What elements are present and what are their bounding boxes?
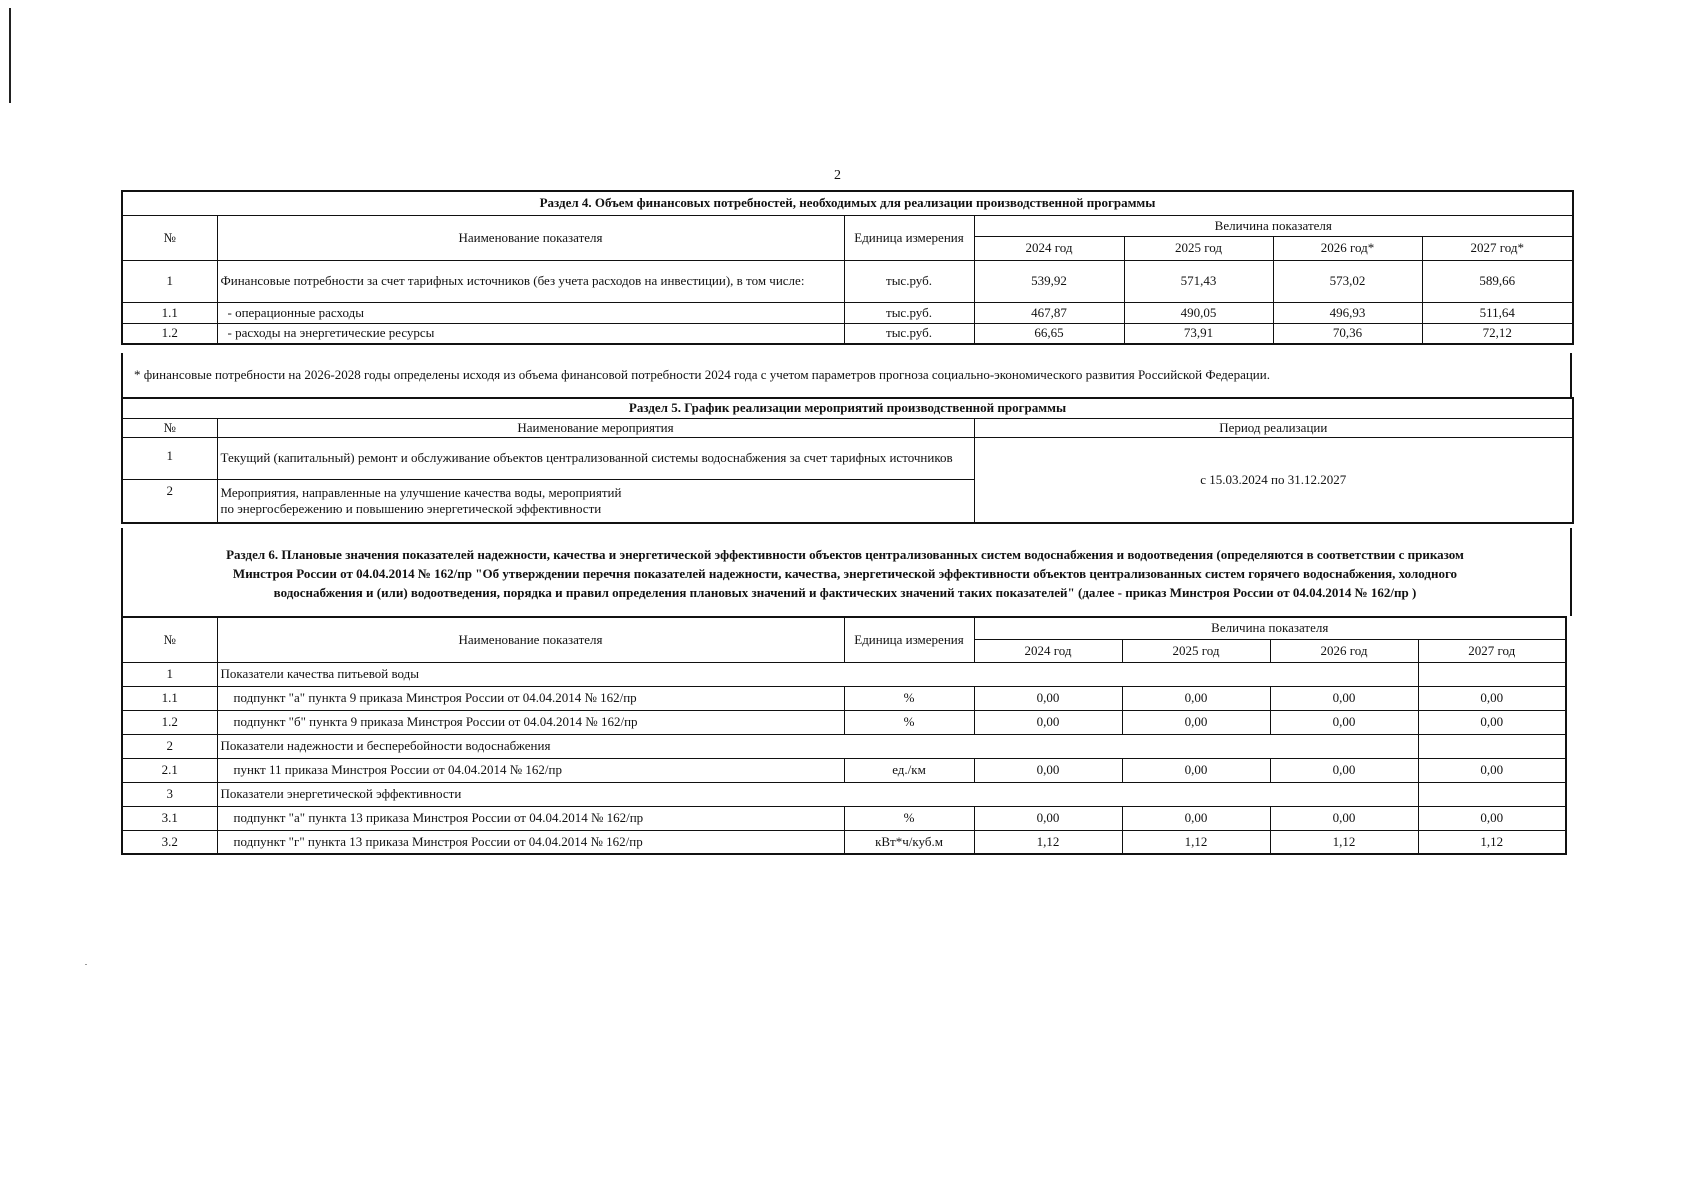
row-value: 0,00 bbox=[1122, 806, 1270, 830]
row-value: 571,43 bbox=[1124, 260, 1273, 302]
row-value: 1,12 bbox=[974, 830, 1122, 854]
row-name: подпункт "а" пункта 13 приказа Минстроя России от 04.04.2014 № 162/пр bbox=[217, 806, 844, 830]
row-no: 2 bbox=[122, 479, 217, 523]
row-unit: тыс.руб. bbox=[844, 260, 974, 302]
row-value: 0,00 bbox=[1122, 758, 1270, 782]
row-no: 1 bbox=[122, 437, 217, 479]
table-row bbox=[122, 323, 1573, 344]
group-row bbox=[122, 782, 1566, 806]
row-name: Финансовые потребности за счет тарифных источников (без учета расходов на инвестиции), в том числе: bbox=[217, 260, 844, 302]
row-value: 0,00 bbox=[1418, 758, 1566, 782]
row-value: 0,00 bbox=[1122, 686, 1270, 710]
row-name: подпункт "а" пункта 9 приказа Минстроя России от 04.04.2014 № 162/пр bbox=[217, 686, 844, 710]
empty-cell bbox=[1418, 734, 1566, 758]
col-header-name: Наименование показателя bbox=[217, 617, 844, 662]
col-header-year: 2026 год bbox=[1270, 639, 1418, 662]
col-header-year: 2024 год bbox=[974, 639, 1122, 662]
row-no: 3.2 bbox=[122, 830, 217, 854]
col-header-year: 2024 год bbox=[974, 236, 1124, 260]
col-header-year: 2025 год bbox=[1124, 236, 1273, 260]
row-no: 1.2 bbox=[122, 323, 217, 344]
col-header-name: Наименование мероприятия bbox=[217, 418, 974, 437]
section6-title-line: водоснабжения и (или) водоотведения, порядка и правил определения плановых значений и фактических значений таких показателей" (далее - приказ Минстроя России от 04.04.2014 № 162/пр ) bbox=[273, 585, 1417, 600]
page-number: 2 bbox=[834, 168, 841, 183]
row-value: 467,87 bbox=[974, 302, 1124, 323]
row-unit: тыс.руб. bbox=[844, 302, 974, 323]
row-value: 70,36 bbox=[1273, 323, 1422, 344]
row-name: - расходы на энергетические ресурсы bbox=[217, 323, 844, 344]
group-no: 1 bbox=[122, 662, 217, 686]
col-header-unit: Единица измерения bbox=[844, 215, 974, 260]
row-value: 0,00 bbox=[1270, 758, 1418, 782]
col-header-year: 2027 год bbox=[1418, 639, 1566, 662]
col-header-year: 2026 год* bbox=[1273, 236, 1422, 260]
table-row bbox=[122, 260, 1573, 302]
table-row bbox=[122, 758, 1566, 782]
row-name: подпункт "г" пункта 13 приказа Минстроя России от 04.04.2014 № 162/пр bbox=[217, 830, 844, 854]
group-row bbox=[122, 734, 1566, 758]
group-row bbox=[122, 662, 1566, 686]
row-name: Текущий (капитальный) ремонт и обслуживание объектов централизованной системы водоснабжения за счет тарифных источников bbox=[217, 437, 974, 479]
section4-title: Раздел 4. Объем финансовых потребностей, необходимых для реализации производственной программы bbox=[122, 191, 1573, 215]
row-unit: % bbox=[844, 686, 974, 710]
table-row bbox=[122, 302, 1573, 323]
empty-cell bbox=[1418, 662, 1566, 686]
section6-title-line: Минстроя России от 04.04.2014 № 162/пр "Об утверждении перечня показателей надежности, качества, энергетической эффективности объектов централизованных систем горячего водоснабжения, холодного bbox=[232, 566, 1458, 581]
row-value: 0,00 bbox=[1418, 710, 1566, 734]
row-unit: кВт*ч/куб.м bbox=[844, 830, 974, 854]
row-no: 2.1 bbox=[122, 758, 217, 782]
table-row bbox=[122, 686, 1566, 710]
col-header-no: № bbox=[122, 617, 217, 662]
row-no: 1.1 bbox=[122, 686, 217, 710]
section6-title bbox=[145, 545, 1545, 602]
col-header-no: № bbox=[122, 418, 217, 437]
col-header-value: Величина показателя bbox=[974, 617, 1566, 639]
row-value: 0,00 bbox=[1418, 806, 1566, 830]
row-no: 1.2 bbox=[122, 710, 217, 734]
table-row bbox=[122, 806, 1566, 830]
row-value: 0,00 bbox=[974, 710, 1122, 734]
group-name: Показатели качества питьевой воды bbox=[217, 662, 1418, 686]
col-header-unit: Единица измерения bbox=[844, 617, 974, 662]
row-name: - операционные расходы bbox=[217, 302, 844, 323]
row-value: 0,00 bbox=[1270, 710, 1418, 734]
section6-table bbox=[121, 616, 1567, 855]
section5-title: Раздел 5. График реализации мероприятий производственной программы bbox=[122, 398, 1573, 418]
row-value: 0,00 bbox=[974, 806, 1122, 830]
col-header-year: 2025 год bbox=[1122, 639, 1270, 662]
row-value: 1,12 bbox=[1122, 830, 1270, 854]
row-name bbox=[217, 479, 974, 523]
row-value: 0,00 bbox=[1270, 806, 1418, 830]
col-header-year: 2027 год* bbox=[1422, 236, 1573, 260]
group-no: 2 bbox=[122, 734, 217, 758]
row-unit: % bbox=[844, 710, 974, 734]
row-name: пункт 11 приказа Минстроя России от 04.04.2014 № 162/пр bbox=[217, 758, 844, 782]
row-value: 573,02 bbox=[1273, 260, 1422, 302]
section4-table bbox=[121, 190, 1574, 345]
row-value: 66,65 bbox=[974, 323, 1124, 344]
col-header-no: № bbox=[122, 215, 217, 260]
row-value: 0,00 bbox=[1270, 686, 1418, 710]
section5-table bbox=[121, 397, 1574, 524]
section4-footnote: * финансовые потребности на 2026-2028 годы определены исходя из объема финансовой потребности 2024 года с учетом параметров прогноза социально-экономического развития Российской Федерации. bbox=[134, 367, 1270, 382]
row-no: 3.1 bbox=[122, 806, 217, 830]
row-value: 490,05 bbox=[1124, 302, 1273, 323]
group-name: Показатели энергетической эффективности bbox=[217, 782, 1418, 806]
row-value: 0,00 bbox=[1122, 710, 1270, 734]
row-value: 589,66 bbox=[1422, 260, 1573, 302]
row-unit: тыс.руб. bbox=[844, 323, 974, 344]
row-name-line: Мероприятия, направленные на улучшение качества воды, мероприятий bbox=[220, 484, 622, 500]
col-header-value: Величина показателя bbox=[974, 215, 1573, 236]
table-row bbox=[122, 437, 1573, 479]
row-value: 0,00 bbox=[1418, 686, 1566, 710]
section6-title-line: Раздел 6. Плановые значения показателей надежности, качества и энергетической эффективности объектов централизованных систем водоснабжения и водоотведения (определяются в соответствии с приказом bbox=[226, 547, 1464, 562]
row-name-line: по энергосбережению и повышению энергетической эффективности bbox=[220, 500, 602, 516]
col-header-name: Наименование показателя bbox=[217, 215, 844, 260]
scan-edge-mark bbox=[9, 8, 11, 103]
period-value: с 15.03.2024 по 31.12.2027 bbox=[974, 437, 1573, 523]
row-no: 1.1 bbox=[122, 302, 217, 323]
table-row bbox=[122, 710, 1566, 734]
row-unit: % bbox=[844, 806, 974, 830]
row-value: 1,12 bbox=[1270, 830, 1418, 854]
row-name: подпункт "б" пункта 9 приказа Минстроя России от 04.04.2014 № 162/пр bbox=[217, 710, 844, 734]
row-value: 0,00 bbox=[974, 758, 1122, 782]
table-row bbox=[122, 830, 1566, 854]
row-value: 496,93 bbox=[1273, 302, 1422, 323]
row-no: 1 bbox=[122, 260, 217, 302]
group-name: Показатели надежности и бесперебойности водоснабжения bbox=[217, 734, 1418, 758]
row-value: 511,64 bbox=[1422, 302, 1573, 323]
row-value: 0,00 bbox=[974, 686, 1122, 710]
row-unit: ед./км bbox=[844, 758, 974, 782]
row-value: 72,12 bbox=[1422, 323, 1573, 344]
empty-cell bbox=[1418, 782, 1566, 806]
col-header-period: Период реализации bbox=[974, 418, 1573, 437]
row-value: 539,92 bbox=[974, 260, 1124, 302]
row-value: 73,91 bbox=[1124, 323, 1273, 344]
row-value: 1,12 bbox=[1418, 830, 1566, 854]
group-no: 3 bbox=[122, 782, 217, 806]
scan-speck bbox=[85, 964, 87, 965]
